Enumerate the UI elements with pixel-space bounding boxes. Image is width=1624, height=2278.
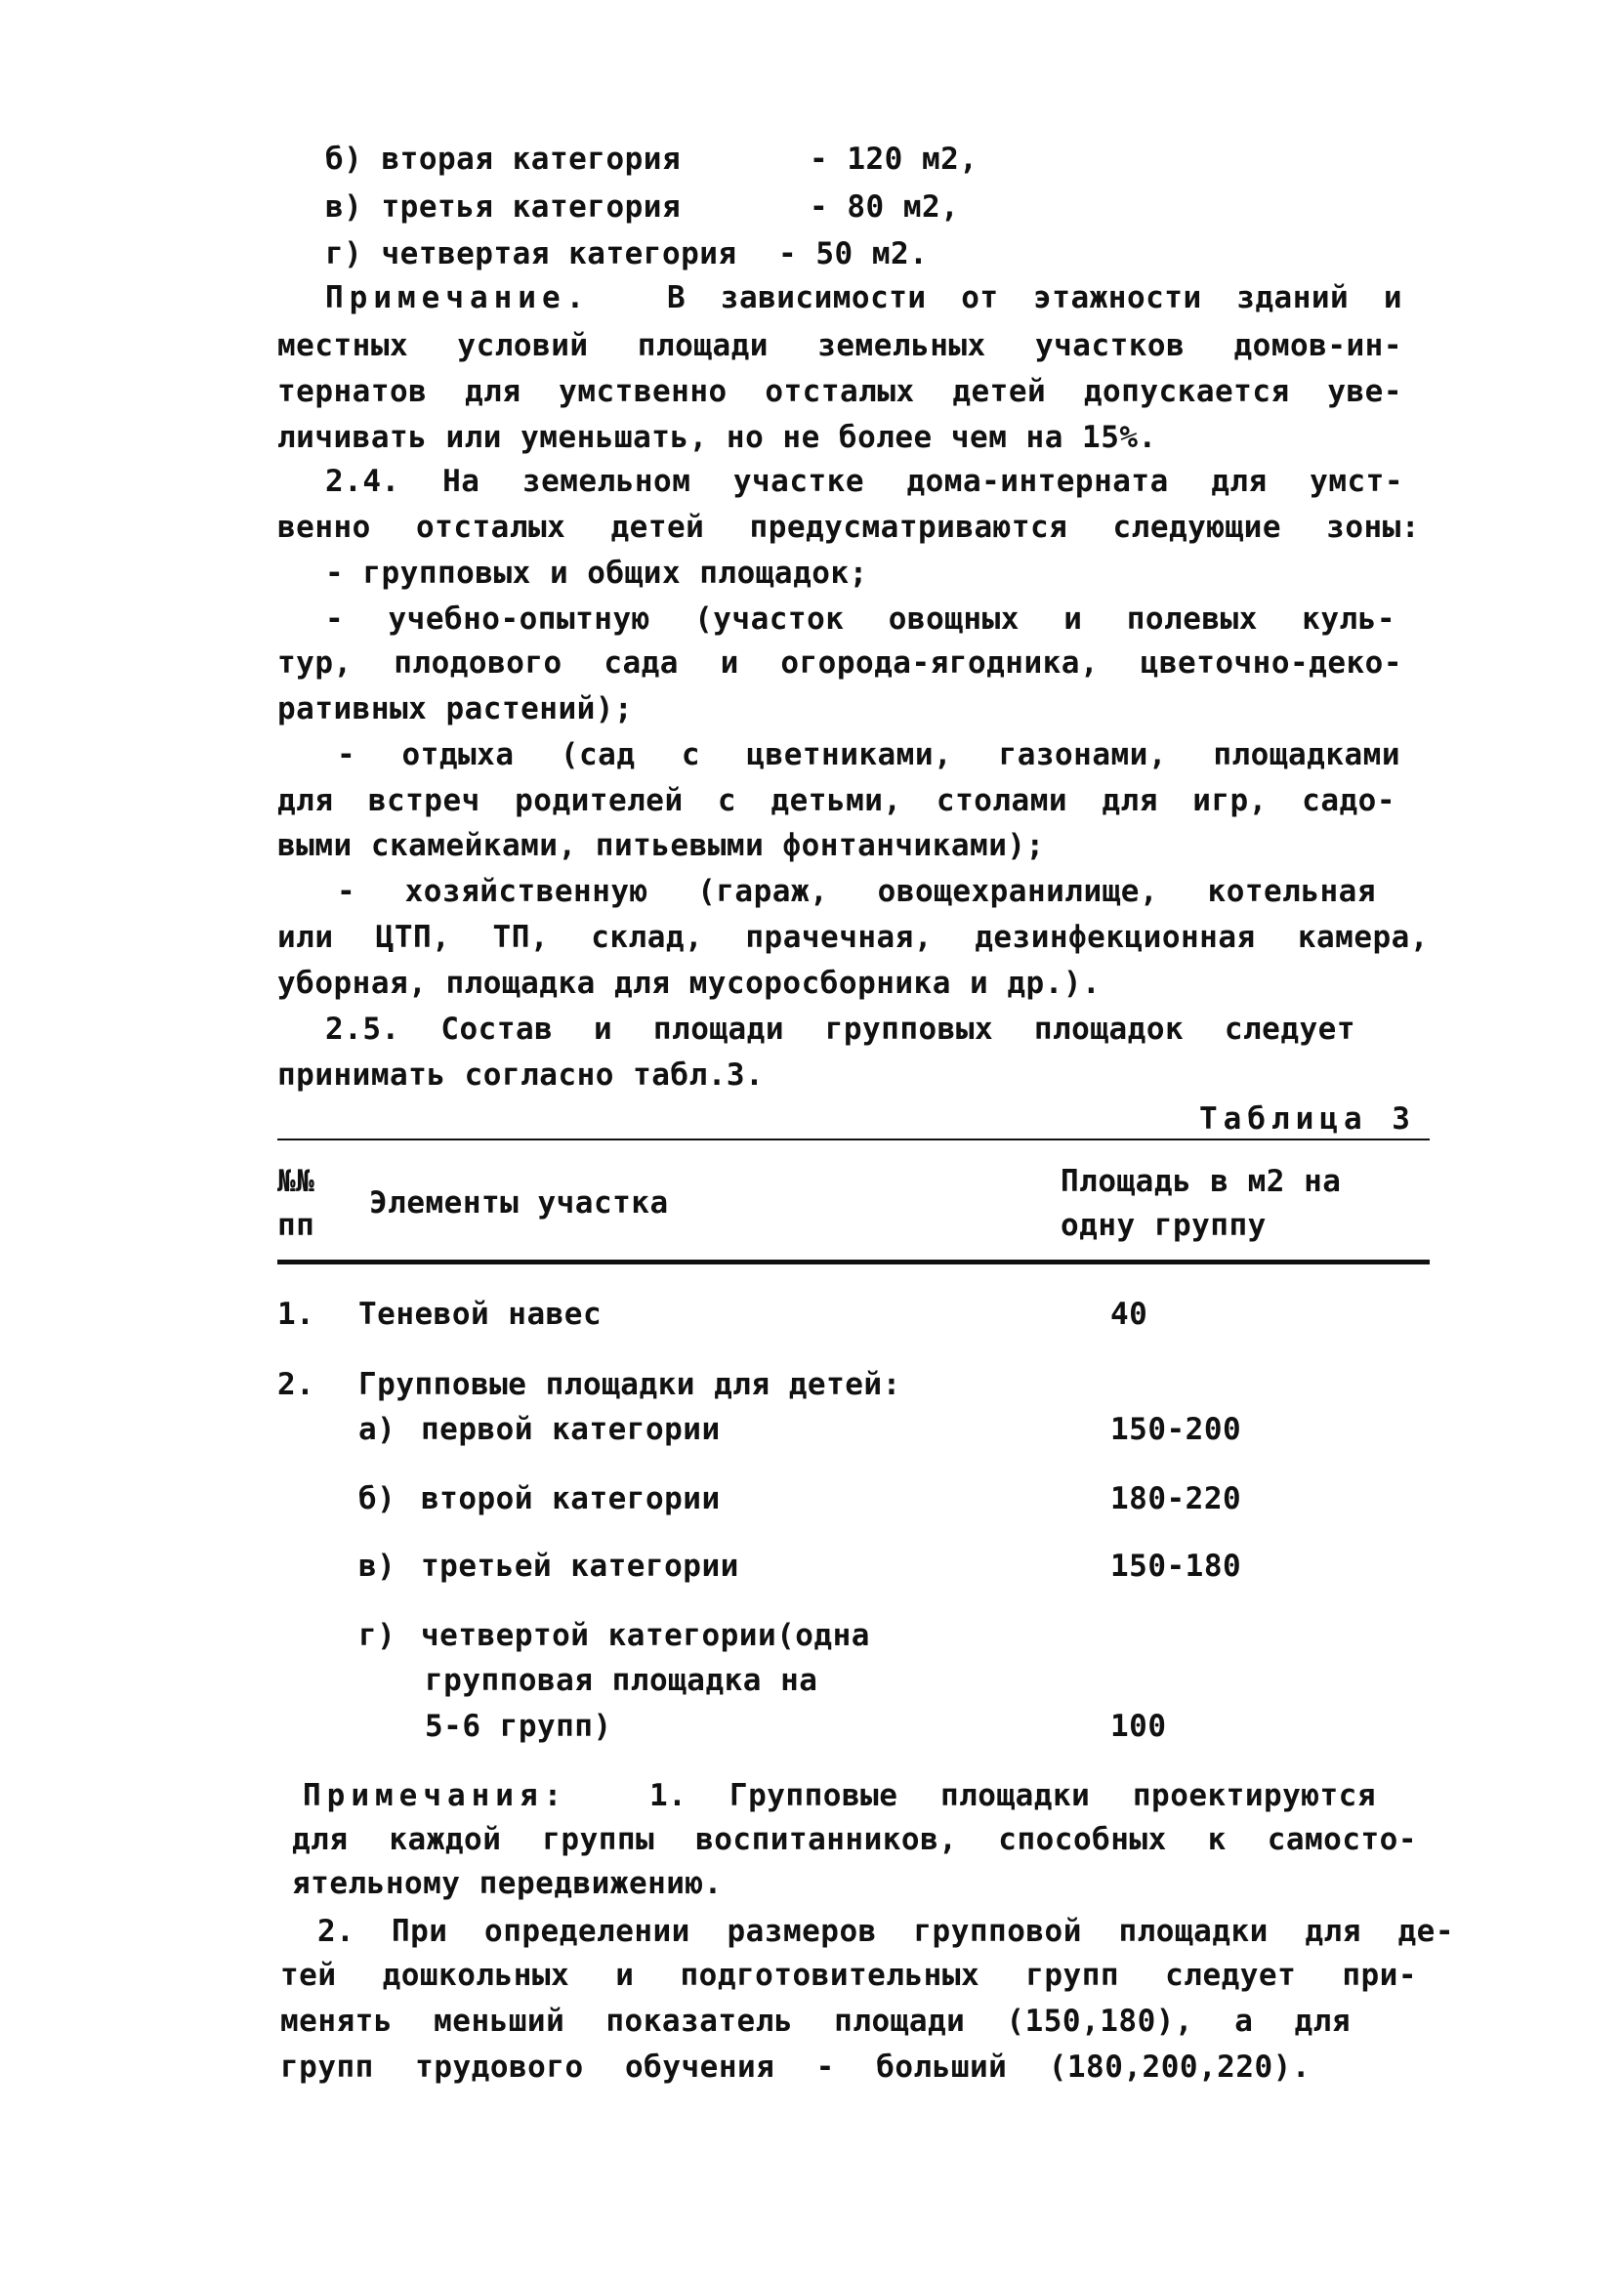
- paragraph-line: 2.5. Состав и площади групповых площадок следует: [325, 1012, 1355, 1047]
- note-text: тернатов для умственно отсталых детей допускается уве-: [277, 374, 1402, 409]
- table-caption: Таблица 3: [1199, 1101, 1416, 1137]
- list-item-label: г) четвертая категория: [325, 236, 737, 271]
- table-row-value: 40: [1110, 1297, 1148, 1332]
- table-row-num: б): [358, 1481, 396, 1516]
- table-header-rule: [277, 1260, 1430, 1264]
- table-row-num: 1.: [277, 1297, 315, 1332]
- notes-text: ятельному передвижению.: [292, 1866, 723, 1901]
- table-row-value: 180-220: [1110, 1481, 1242, 1516]
- table-row-value: 150-180: [1110, 1549, 1242, 1584]
- table-row-element: первой категории: [421, 1412, 721, 1447]
- note-heading: Примечание.: [325, 280, 591, 315]
- paragraph-line: - учебно-опытную (участок овощных и полевых куль-: [325, 601, 1395, 637]
- table-header-area: одну группу: [1061, 1208, 1267, 1243]
- table-header-num: пп: [277, 1208, 315, 1243]
- list-item-value: - 50 м2.: [778, 236, 929, 271]
- table-row-element: Групповые площадки для детей:: [358, 1367, 901, 1402]
- paragraph-line: венно отсталых детей предусматриваются следующие зоны:: [277, 510, 1420, 545]
- table-row-element: второй категории: [421, 1481, 721, 1516]
- notes-text: для каждой группы воспитанников, способных к самосто-: [292, 1822, 1417, 1857]
- paragraph-line: или ЦТП, ТП, склад, прачечная, дезинфекционная камера,: [277, 920, 1429, 955]
- table-row-element: третьей категории: [421, 1549, 739, 1584]
- list-item-value: - 80 м2,: [810, 189, 960, 225]
- paragraph-line: - отдыха (сад с цветниками, газонами, площадками: [337, 737, 1400, 772]
- table-header-num: №№: [277, 1164, 315, 1199]
- table-row-element: 5-6 групп): [425, 1709, 612, 1744]
- table-row-value: 150-200: [1110, 1412, 1242, 1447]
- table-row-num: а): [358, 1412, 396, 1447]
- table-top-rule: [277, 1139, 1430, 1140]
- notes-text: 1. Групповые площадки проектируются: [649, 1778, 1376, 1813]
- paragraph-line: 2.4. На земельном участке дома-интерната для умст-: [325, 464, 1403, 499]
- paragraph-line: ративных растений);: [277, 691, 634, 726]
- paragraph-line: для встреч родителей с детьми, столами для игр, садо-: [277, 783, 1395, 818]
- note-text: личивать или уменьшать, но не более чем на 15%.: [277, 420, 1157, 455]
- note-text: местных условий площади земельных участков домов-ин-: [277, 328, 1402, 363]
- table-row-num: 2.: [277, 1367, 315, 1402]
- table-row-element: групповая площадка на: [425, 1663, 818, 1698]
- list-item-label: в) третья категория: [325, 189, 682, 225]
- table-header-area: Площадь в м2 на: [1061, 1164, 1342, 1199]
- list-item-label: б) вторая категория: [325, 142, 682, 177]
- paragraph-line: тур, плодового сада и огорода-ягодника, цветочно-деко-: [277, 645, 1402, 681]
- paragraph-line: уборная, площадка для мусоросборника и др.).: [277, 966, 1102, 1001]
- table-row-element: Теневой навес: [358, 1297, 603, 1332]
- notes-text: 2. При определении размеров групповой площадки для де-: [317, 1914, 1454, 1949]
- table-row-element: четвертой категории(одна: [421, 1618, 870, 1653]
- paragraph-line: выми скамейками, питьевыми фонтанчиками);: [277, 828, 1045, 863]
- paragraph-line: принимать согласно табл.3.: [277, 1057, 765, 1093]
- table-header-element: Элементы участка: [369, 1185, 669, 1221]
- notes-text: менять меньший показатель площади (150,180), а для: [280, 2004, 1351, 2039]
- paragraph-line: - групповых и общих площадок;: [325, 556, 868, 591]
- list-item-value: - 120 м2,: [810, 142, 979, 177]
- note-text: В зависимости от этажности зданий и: [667, 280, 1402, 315]
- table-row-num: в): [358, 1549, 396, 1584]
- table-row-num: г): [358, 1618, 396, 1653]
- notes-heading: Примечания:: [303, 1778, 568, 1813]
- paragraph-line: - хозяйственную (гараж, овощехранилище, котельная: [337, 874, 1376, 909]
- notes-text: групп трудового обучения - больший (180,200,220).: [280, 2050, 1311, 2085]
- notes-text: тей дошкольных и подготовительных групп следует при-: [280, 1958, 1417, 1993]
- table-row-value: 100: [1110, 1709, 1167, 1744]
